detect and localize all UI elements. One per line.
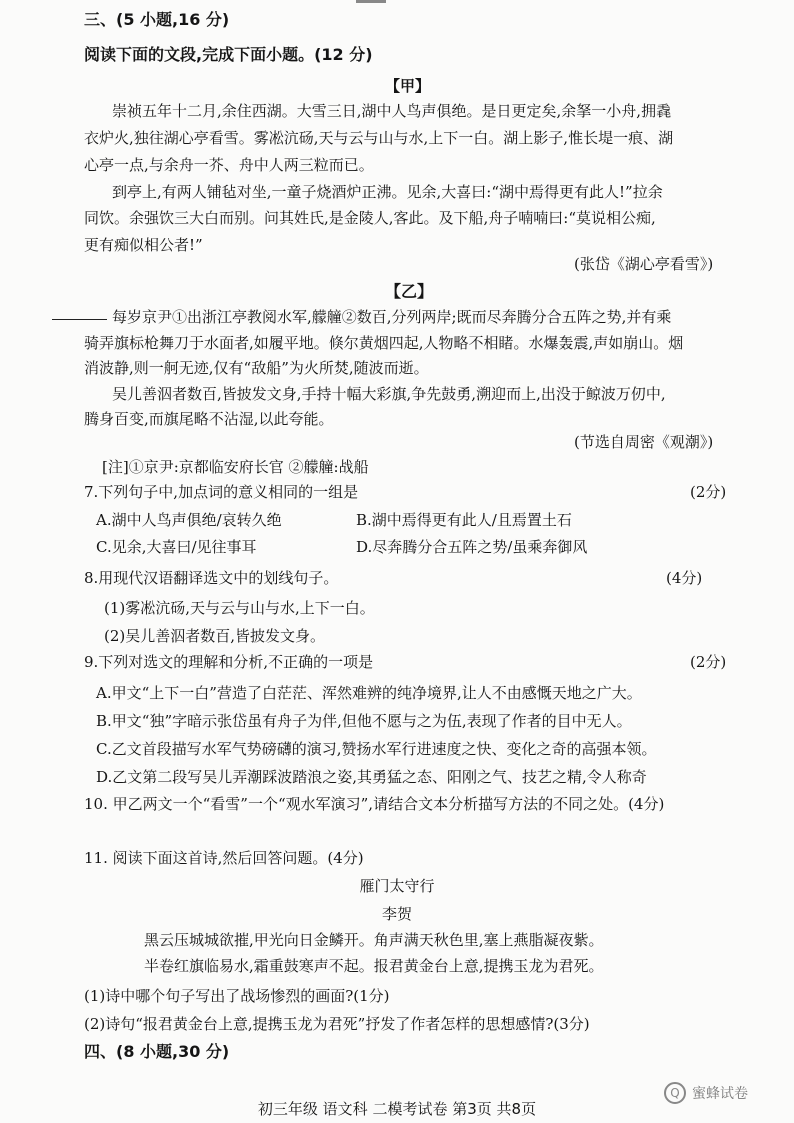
q7-option-d: D.尽奔腾分合五阵之势/虽乘奔御风 xyxy=(356,538,588,556)
q9-stem: 9.下列对选文的理解和分析,不正确的一项是 xyxy=(84,653,374,671)
passage-a-label: 【甲】 xyxy=(385,77,431,95)
passage-a-line: 崇祯五年十二月,余住西湖。大雪三日,湖中人鸟声俱绝。是日更定矣,余拏一小舟,拥毳 xyxy=(112,102,672,120)
passage-a-source: (张岱《湖心亭看雪》) xyxy=(574,255,714,273)
q7-option-b: B.湖中焉得更有此人/且焉置土石 xyxy=(356,511,572,529)
poem-author: 李贺 xyxy=(381,905,412,923)
passage-b-line: 消波静,则一舸无迹,仅有“敌船”为火所焚,随波而逝。 xyxy=(84,359,429,377)
passage-b-line: 骑弄旗标枪舞刀于水面者,如履平地。倏尔黄烟四起,人物略不相睹。水爆轰震,声如崩山。烟 xyxy=(84,334,684,352)
section4-title: 四、(8 小题,30 分) xyxy=(84,1042,230,1061)
poem-title: 雁门太守行 xyxy=(359,877,435,895)
passage-a-line: 更有痴似相公者!” xyxy=(84,236,203,254)
q7-option-c: C.见余,大喜曰/见往事耳 xyxy=(96,538,257,556)
passage-b-source: (节选自周密《观潮》) xyxy=(574,433,714,451)
q9-option-a: A.甲文“上下一白”营造了白茫茫、浑然难辨的纯净境界,让人不由感慨天地之广大。 xyxy=(96,684,642,702)
q11-sub-2: (2)诗句“报君黄金台上意,提携玉龙为君死”抒发了作者怎样的思想感情?(3分) xyxy=(84,1015,590,1033)
watermark-text: 蜜蜂试卷 xyxy=(692,1086,748,1102)
section3-instruction: 阅读下面的文段,完成下面小题。(12 分) xyxy=(84,45,373,64)
q7-score: (2分) xyxy=(690,483,727,501)
q9-option-d: D.乙文第二段写吴儿弄潮踩波踏浪之姿,其勇猛之态、阳刚之气、技艺之精,令人称奇 xyxy=(96,768,647,786)
q-logo-icon: Q xyxy=(664,1082,686,1104)
q9-score: (2分) xyxy=(690,653,727,671)
page-footer: 初三年级 语文科 二模考试卷 第3页 共8页 xyxy=(257,1100,537,1118)
handwritten-dash xyxy=(52,319,107,320)
passage-b-label: 【乙】 xyxy=(385,282,434,301)
q8-score: (4分) xyxy=(666,569,703,587)
section3-title: 三、(5 小题,16 分) xyxy=(84,10,230,29)
q8-sentence-2: (2)吴儿善泅者数百,皆披发文身。 xyxy=(104,627,326,645)
poem-line: 黑云压城城欲摧,甲光向日金鳞开。角声满天秋色里,塞上燕脂凝夜紫。 xyxy=(144,931,604,949)
q9-option-c: C.乙文首段描写水军气势磅礴的演习,赞扬水军行进速度之快、变化之奇的高强本领。 xyxy=(96,740,657,758)
q8-sentence-1: (1)雾凇沆砀,天与云与山与水,上下一白。 xyxy=(104,599,375,617)
passage-a-line: 心亭一点,与余舟一芥、舟中人两三粒而已。 xyxy=(84,156,374,174)
q8-stem: 8.用现代汉语翻译选文中的划线句子。 xyxy=(84,569,339,587)
passage-a-line: 衣炉火,独往湖心亭看雪。雾凇沆砀,天与云与山与水,上下一白。湖上影子,惟长堤一痕、湖 xyxy=(84,129,674,147)
q11-sub-1: (1)诗中哪个句子写出了战场惨烈的画面?(1分) xyxy=(84,987,390,1005)
passage-a-line: 到亭上,有两人铺毡对坐,一童子烧酒炉正沸。见余,大喜曰:“湖中焉得更有此人!”拉余 xyxy=(112,183,663,201)
passage-b-line: 吴儿善泅者数百,皆披发文身,手持十幅大彩旗,争先鼓勇,溯迎而上,出没于鲸波万仞中, xyxy=(112,385,666,403)
scan-edge-mark xyxy=(356,0,386,3)
q10-stem: 10. 甲乙两文一个“看雪”一个“观水军演习”,请结合文本分析描写方法的不同之处。(4分) xyxy=(84,795,665,813)
q11-stem: 11. 阅读下面这首诗,然后回答问题。(4分) xyxy=(84,849,364,867)
q9-option-b: B.甲文“独”字暗示张岱虽有舟子为伴,但他不愿与之为伍,表现了作者的目中无人。 xyxy=(96,712,632,730)
q7-stem: 7.下列句子中,加点词的意义相同的一组是 xyxy=(84,483,359,501)
passage-b-note: [注]①京尹:京都临安府长官 ②艨艟:战船 xyxy=(102,458,369,476)
q7-option-a: A.湖中人鸟声俱绝/哀转久绝 xyxy=(96,511,282,529)
poem-line: 半卷红旗临易水,霜重鼓寒声不起。报君黄金台上意,提携玉龙为君死。 xyxy=(144,957,604,975)
passage-b-line: 腾身百变,而旗尾略不沾湿,以此夸能。 xyxy=(84,410,334,428)
passage-b-line: 每岁京尹①出浙江亭教阅水军,艨艟②数百,分列两岸;既而尽奔腾分合五阵之势,并有乘 xyxy=(112,308,672,326)
passage-a-line: 同饮。余强饮三大白而别。问其姓氏,是金陵人,客此。及下船,舟子喃喃曰:“莫说相公痴, xyxy=(84,209,656,227)
